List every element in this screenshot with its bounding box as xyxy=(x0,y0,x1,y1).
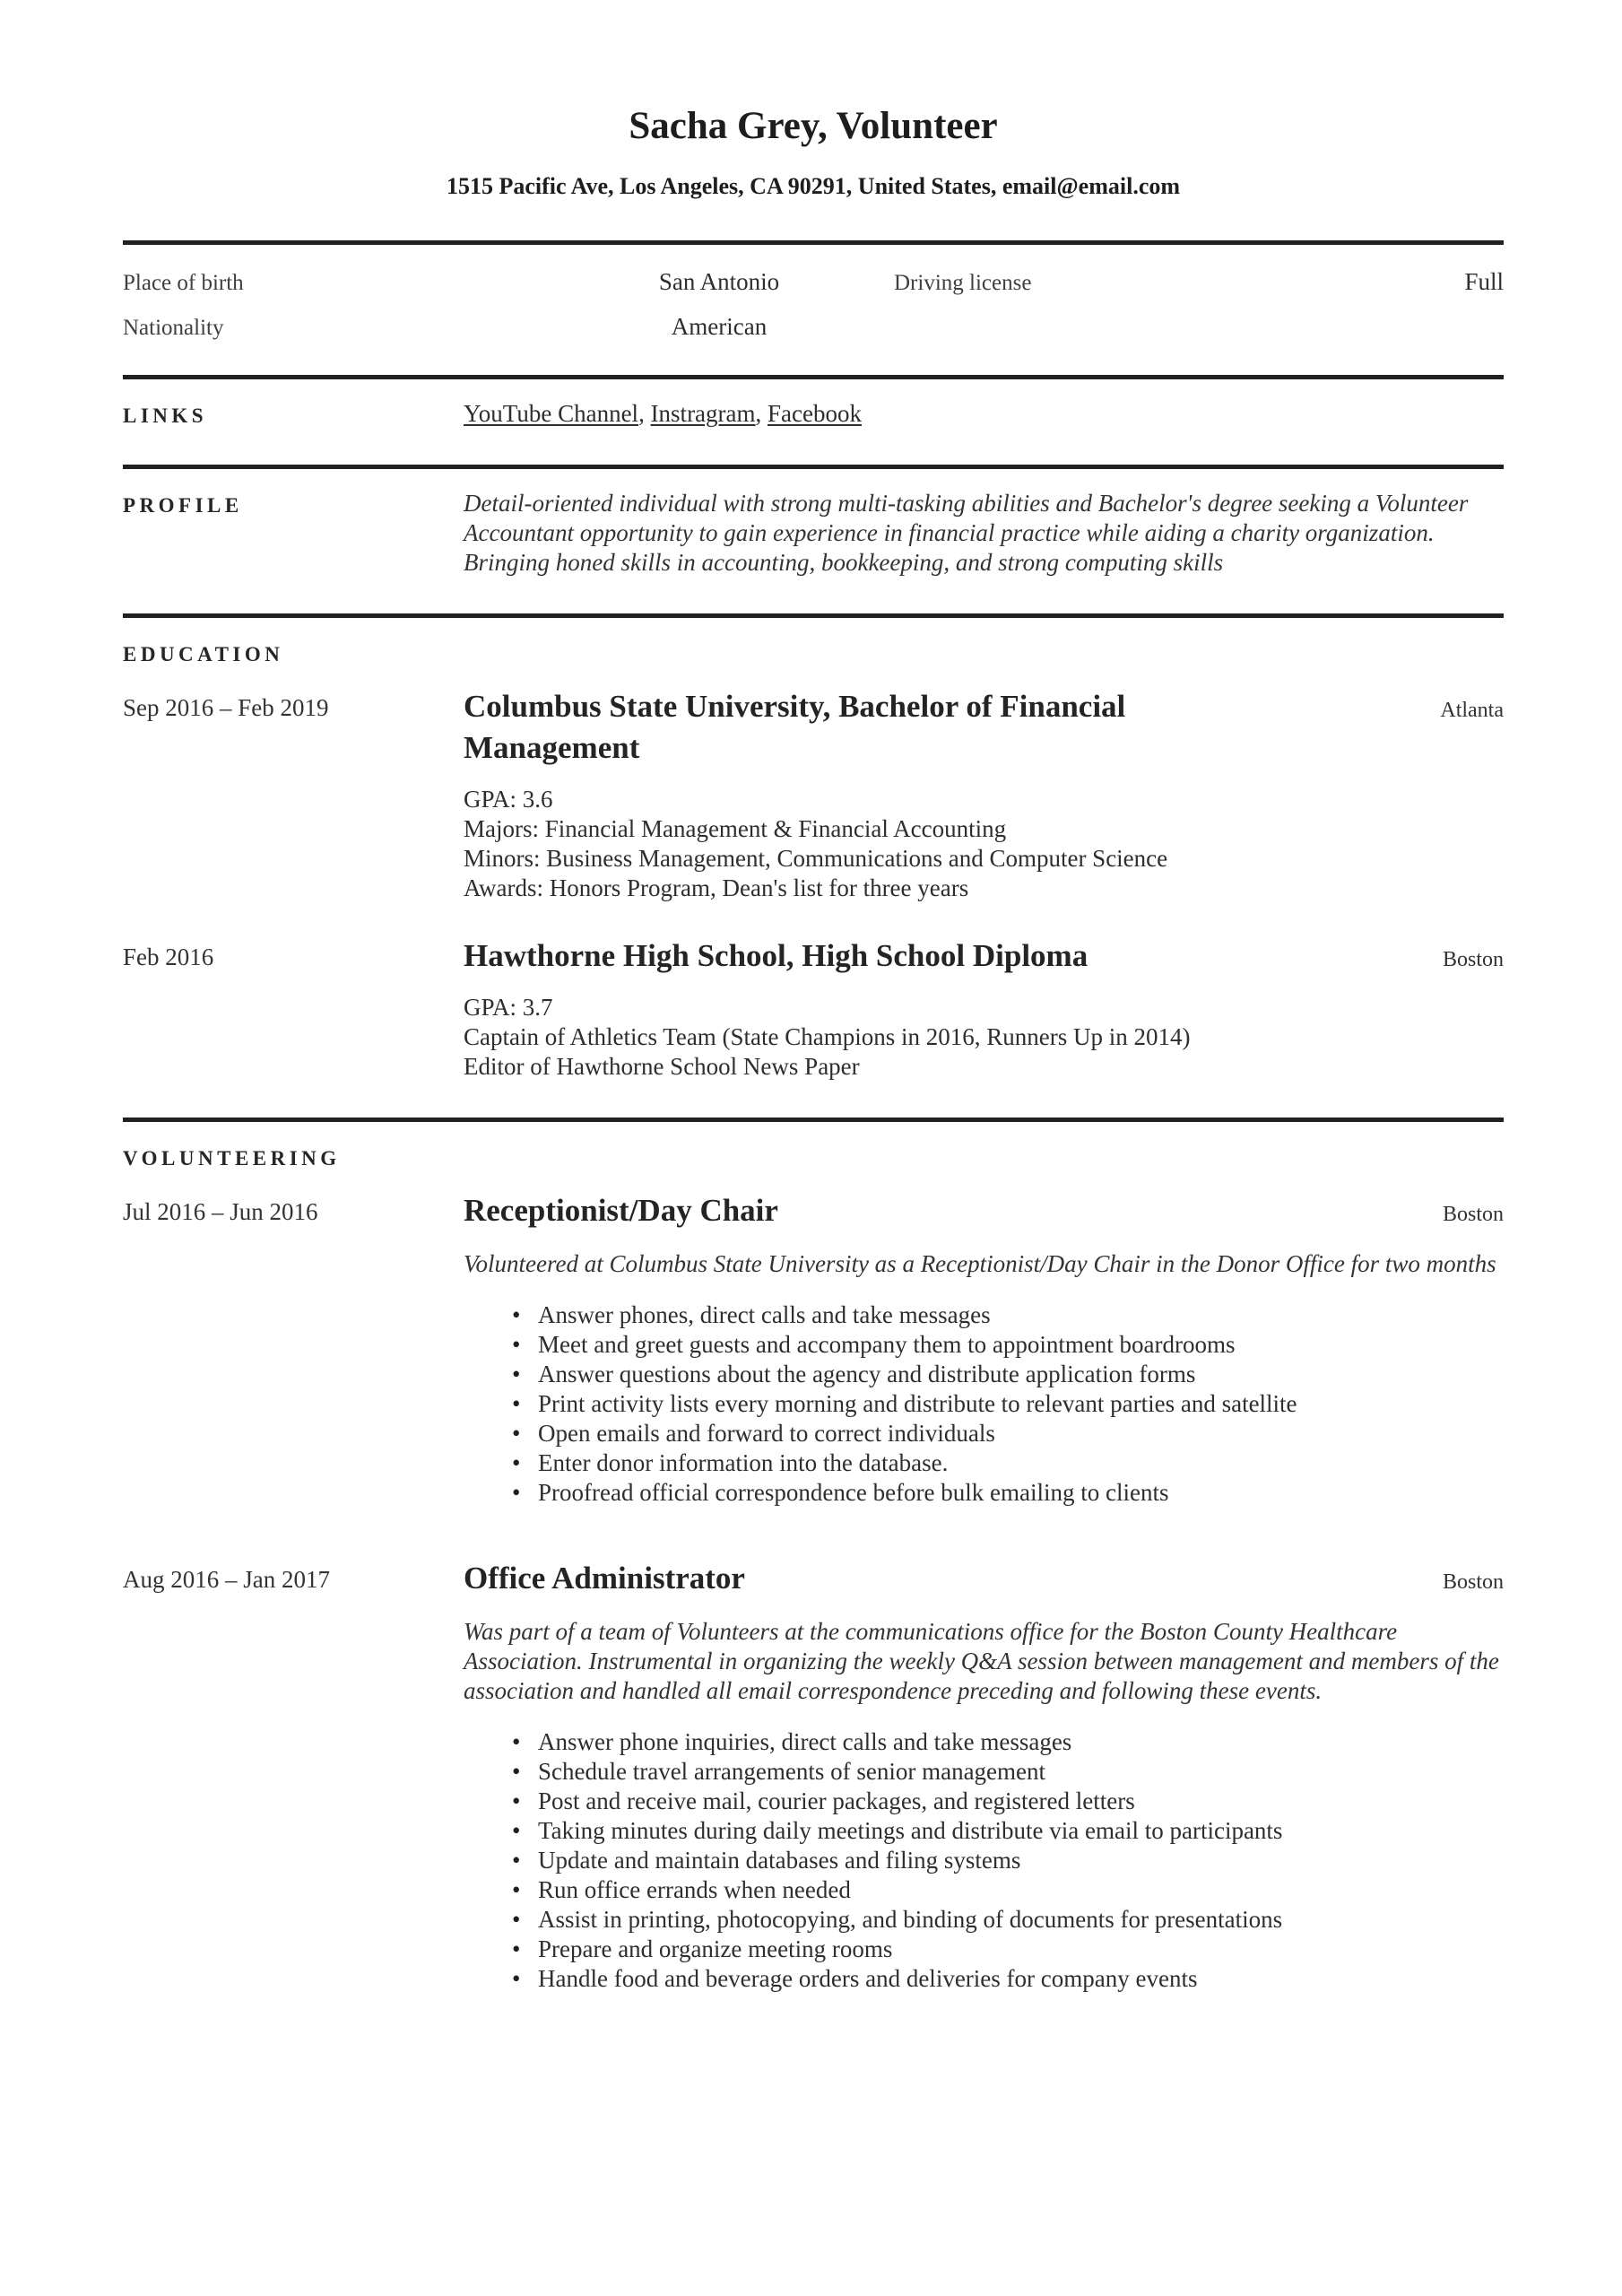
bullet-text: Answer questions about the agency and distribute application forms xyxy=(538,1361,1196,1387)
bullet-item xyxy=(512,1875,1504,1905)
detail-value-driving-license: Full xyxy=(1464,268,1504,295)
external-link[interactable]: Facebook xyxy=(768,400,862,427)
entry-main xyxy=(464,1558,1504,1994)
bullet-item xyxy=(512,1935,1504,1964)
bullet-text: Enter donor information into the database. xyxy=(538,1449,949,1476)
detail-value-nationality: American xyxy=(671,313,768,340)
detail-label-nationality: Nationality xyxy=(123,316,224,340)
bullet-item xyxy=(512,1757,1504,1787)
bullet-list xyxy=(464,1727,1504,1994)
link-item xyxy=(651,400,768,427)
entry-main xyxy=(464,935,1504,1082)
name-title: Sacha Grey, Volunteer xyxy=(629,105,998,147)
bullet-item xyxy=(512,1448,1504,1478)
entry-title: Columbus State University, Bachelor of Financial Management xyxy=(464,689,1126,765)
bullet-item xyxy=(512,1389,1504,1419)
external-link[interactable]: Instragram xyxy=(650,400,756,427)
bullet-icon: • xyxy=(512,1728,521,1755)
education-entry xyxy=(123,686,1504,903)
bullet-icon: • xyxy=(512,1420,521,1447)
entry-main xyxy=(464,1190,1504,1508)
profile-text: Detail-oriented individual with strong multi-tasking abilities and Bachelor's degree seeking a Volunteer Accountant opportunity to gain experience in financial practice while aiding a charity organization. Bringing honed skills in accounting, bookkeeping, and strong computing skills xyxy=(464,490,1469,576)
bullet-text: Proofread official correspondence before bulk emailing to clients xyxy=(538,1479,1169,1506)
entry-dates: Aug 2016 – Jan 2017 xyxy=(123,1566,330,1593)
bullet-text: Schedule travel arrangements of senior management xyxy=(538,1758,1046,1785)
detail-line: GPA: 3.7 xyxy=(464,994,553,1021)
bullet-text: Print activity lists every morning and distribute to relevant parties and satellite xyxy=(538,1390,1297,1417)
entry-title: Office Administrator xyxy=(464,1561,745,1596)
section-volunteering xyxy=(123,1122,1504,2030)
links-heading: LINKS xyxy=(123,404,208,427)
bullet-icon: • xyxy=(512,1301,521,1328)
bullet-text: Meet and greet guests and accompany them to appointment boardrooms xyxy=(538,1331,1236,1358)
details-row xyxy=(123,268,1504,296)
entry-details xyxy=(464,993,1504,1082)
profile-heading: PROFILE xyxy=(123,494,243,517)
entry-dates: Jul 2016 – Jun 2016 xyxy=(123,1198,318,1225)
bullet-text: Answer phones, direct calls and take messages xyxy=(538,1301,991,1328)
bullet-text: Open emails and forward to correct individuals xyxy=(538,1420,995,1447)
entry-location: Boston xyxy=(1442,1203,1504,1226)
bullet-item xyxy=(512,1905,1504,1935)
entry-title: Receptionist/Day Chair xyxy=(464,1193,778,1228)
external-link[interactable]: YouTube Channel xyxy=(464,400,639,427)
bullet-text: Answer phone inquiries, direct calls and take messages xyxy=(538,1728,1072,1755)
bullet-item xyxy=(512,1300,1504,1330)
personal-details-section xyxy=(123,245,1504,375)
bullet-icon: • xyxy=(512,1390,521,1417)
bullet-text: Post and receive mail, courier packages, and registered letters xyxy=(538,1787,1135,1814)
entry-dates: Feb 2016 xyxy=(123,944,214,970)
bullet-icon: • xyxy=(512,1787,521,1814)
bullet-text: Prepare and organize meeting rooms xyxy=(538,1935,893,1962)
bullet-icon: • xyxy=(512,1361,521,1387)
detail-line: Minors: Business Management, Communications and Computer Science xyxy=(464,845,1168,872)
detail-line: GPA: 3.6 xyxy=(464,786,553,813)
link-item xyxy=(464,400,651,427)
bullet-item xyxy=(512,1964,1504,1994)
entry-description: Was part of a team of Volunteers at the communications office for the Boston County Healthcare Association. Instrumental in organizing the weekly Q&A session between management and members of the association and handled all email correspondence preceding and following these events. xyxy=(464,1618,1499,1704)
bullet-item xyxy=(512,1816,1504,1846)
resume-header xyxy=(123,104,1504,201)
link-item xyxy=(768,400,862,427)
education-entry xyxy=(123,935,1504,1082)
bullet-item xyxy=(512,1330,1504,1360)
entry-location: Atlanta xyxy=(1440,699,1504,722)
detail-line: Majors: Financial Management & Financial Accounting xyxy=(464,815,1007,842)
education-heading: EDUCATION xyxy=(123,643,284,665)
entry-main xyxy=(464,686,1504,903)
bullet-item xyxy=(512,1478,1504,1508)
bullet-item xyxy=(512,1787,1504,1816)
entry-location: Boston xyxy=(1442,1570,1504,1594)
entry-details xyxy=(464,785,1504,903)
section-profile xyxy=(123,469,1504,613)
section-links xyxy=(123,379,1504,465)
bullet-text: Taking minutes during daily meetings and distribute via email to participants xyxy=(538,1817,1283,1844)
detail-line: Awards: Honors Program, Dean's list for three years xyxy=(464,874,969,901)
bullet-icon: • xyxy=(512,1847,521,1874)
bullet-text: Assist in printing, photocopying, and binding of documents for presentations xyxy=(538,1906,1283,1933)
link-separator: , xyxy=(755,400,768,427)
entry-description: Volunteered at Columbus State University as a Receptionist/Day Chair in the Donor Office for two months xyxy=(464,1250,1496,1277)
detail-label-driving-license: Driving license xyxy=(894,271,1032,295)
links-line xyxy=(464,399,1504,429)
bullet-icon: • xyxy=(512,1758,521,1785)
link-separator: , xyxy=(638,400,651,427)
detail-label-place-of-birth: Place of birth xyxy=(123,271,244,295)
bullet-item xyxy=(512,1360,1504,1389)
entry-location: Boston xyxy=(1442,948,1504,971)
bullet-list xyxy=(464,1300,1504,1508)
bullet-icon: • xyxy=(512,1935,521,1962)
bullet-text: Update and maintain databases and filing systems xyxy=(538,1847,1021,1874)
bullet-text: Handle food and beverage orders and deliveries for company events xyxy=(538,1965,1198,1992)
bullet-item xyxy=(512,1846,1504,1875)
detail-line: Captain of Athletics Team (State Champions in 2016, Runners Up in 2014) xyxy=(464,1023,1191,1050)
details-row xyxy=(123,313,1504,341)
bullet-item xyxy=(512,1419,1504,1448)
section-education xyxy=(123,618,1504,1118)
entry-dates: Sep 2016 – Feb 2019 xyxy=(123,694,329,721)
contact-line: 1515 Pacific Ave, Los Angeles, CA 90291, United States, email@email.com xyxy=(446,173,1181,199)
bullet-text: Run office errands when needed xyxy=(538,1876,851,1903)
detail-line: Editor of Hawthorne School News Paper xyxy=(464,1053,860,1080)
bullet-icon: • xyxy=(512,1817,521,1844)
bullet-icon: • xyxy=(512,1479,521,1506)
bullet-icon: • xyxy=(512,1876,521,1903)
bullet-icon: • xyxy=(512,1449,521,1476)
volunteering-entry xyxy=(123,1558,1504,1994)
detail-value-place-of-birth: San Antonio xyxy=(658,268,780,295)
bullet-icon: • xyxy=(512,1906,521,1933)
volunteering-entry xyxy=(123,1190,1504,1508)
entry-title: Hawthorne High School, High School Diploma xyxy=(464,938,1089,973)
bullet-icon: • xyxy=(512,1331,521,1358)
bullet-icon: • xyxy=(512,1965,521,1992)
bullet-item xyxy=(512,1727,1504,1757)
volunteering-heading: VOLUNTEERING xyxy=(123,1147,341,1170)
